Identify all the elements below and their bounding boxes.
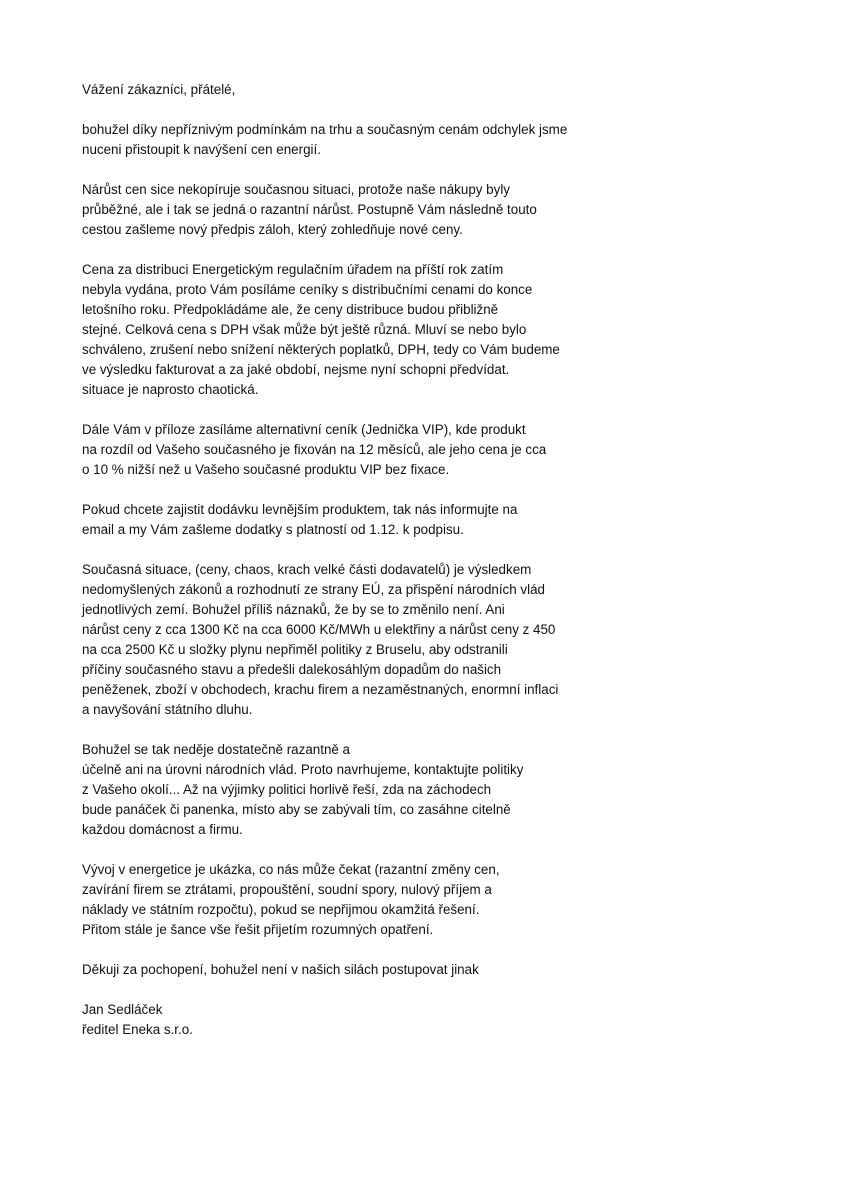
- signature-name: Jan Sedláček: [82, 1002, 163, 1017]
- text-line: nedomyšlených zákonů a rozhodnutí ze strany EÚ, za přispění národních vlád: [82, 582, 545, 597]
- text-line: na cca 2500 Kč u složky plynu nepřiměl politiky z Bruselu, aby odstranili: [82, 642, 508, 657]
- signature-title: ředitel Eneka s.r.o.: [82, 1022, 193, 1037]
- text-line: schváleno, zrušení nebo snížení některých poplatků, DPH, tedy co Vám budeme: [82, 342, 560, 357]
- text-line: nebyla vydána, proto Vám posíláme ceníky s distribučními cenami do konce: [82, 282, 533, 297]
- text-line: situace je naprosto chaotická.: [82, 382, 259, 397]
- text-line: bude panáček či panenka, místo aby se zabývali tím, co zasáhne citelně: [82, 802, 511, 817]
- text-line: peněženek, zboží v obchodech, krachu firem a nezaměstnaných, enormní inflaci: [82, 682, 559, 697]
- text-line: email a my Vám zašleme dodatky s platností od 1.12. k podpisu.: [82, 522, 464, 537]
- text-line: jednotlivých zemí. Bohužel příliš náznaků, že by se to změnilo není. Ani: [82, 602, 505, 617]
- text-line: Současná situace, (ceny, chaos, krach velké části dodavatelů) je výsledkem: [82, 562, 532, 577]
- greeting-line: Vážení zákazníci, přátelé,: [82, 82, 236, 97]
- text-line: a navyšování státního dluhu.: [82, 702, 253, 717]
- text-line: Cena za distribuci Energetickým regulačním úřadem na příští rok zatím: [82, 262, 504, 277]
- paragraph-distribution: [82, 260, 782, 400]
- text-line: ve výsledku fakturovat a za jaké období, nejsme nyní schopni předvídat.: [82, 362, 510, 377]
- text-line: každou domácnost a firmu.: [82, 822, 243, 837]
- paragraph-cheaper-product: [82, 500, 782, 540]
- text-line: na rozdíl od Vašeho současného je fixován na 12 měsíců, ale jeho cena je cca: [82, 442, 547, 457]
- text-line: průběžné, ale i tak se jedná o razantní nárůst. Postupně Vám následně touto: [82, 202, 537, 217]
- text-line: stejné. Celková cena s DPH však může být ještě různá. Mluví se nebo bylo: [82, 322, 527, 337]
- text-line: Přitom stále je šance vše řešit přijetím rozumných opatření.: [82, 922, 434, 937]
- text-line: letošního roku. Předpokládáme ale, že ceny distribuce budou přibližně: [82, 302, 499, 317]
- text-line: Nárůst cen sice nekopíruje současnou situaci, protože naše nákupy byly: [82, 182, 510, 197]
- text-line: Bohužel se tak neděje dostatečně razantně a: [82, 742, 351, 757]
- paragraph-thanks: [82, 960, 782, 980]
- paragraph-energy-outlook: [82, 860, 782, 940]
- text-line: Dále Vám v příloze zasíláme alternativní ceník (Jednička VIP), kde produkt: [82, 422, 526, 437]
- text-line: Vývoj v energetice je ukázka, co nás může čekat (razantní změny cen,: [82, 862, 500, 877]
- text-line: nárůst ceny z cca 1300 Kč na cca 6000 Kč/MWh u elektřiny a nárůst ceny z 450: [82, 622, 556, 637]
- paragraph-purchases: [82, 180, 782, 240]
- text-line: bohužel díky nepříznivým podmínkám na trhu a současným cenám odchylek jsme: [82, 122, 568, 137]
- text-line: o 10 % nižší než u Vašeho současné produktu VIP bez fixace.: [82, 462, 450, 477]
- text-line: náklady ve státním rozpočtu), pokud se nepřijmou okamžitá řešení.: [82, 902, 480, 917]
- text-line: účelně ani na úrovni národních vlád. Proto navrhujeme, kontaktujte politiky: [82, 762, 524, 777]
- greeting: [82, 80, 782, 100]
- letter-body: [82, 80, 782, 1040]
- text-line: Pokud chcete zajistit dodávku levnějším produktem, tak nás informujte na: [82, 502, 518, 517]
- signature-block: [82, 1000, 782, 1040]
- text-line: příčiny současného stavu a předešli dalekosáhlým dopadům do našich: [82, 662, 502, 677]
- paragraph-price-increase: [82, 120, 782, 160]
- paragraph-politicians: [82, 740, 782, 840]
- paragraph-alternative-pricing: [82, 420, 782, 480]
- text-line: nuceni přistoupit k navýšení cen energií.: [82, 142, 321, 157]
- text-line: z Vašeho okolí... Až na výjimky politici horlivě řeší, zda na záchodech: [82, 782, 492, 797]
- text-line: Děkuji za pochopení, bohužel není v našich silách postupovat jinak: [82, 962, 479, 977]
- text-line: zavírání firem se ztrátami, propouštění, soudní spory, nulový příjem a: [82, 882, 492, 897]
- paragraph-current-situation: [82, 560, 782, 720]
- text-line: cestou zašleme nový předpis záloh, který zohledňuje nové ceny.: [82, 222, 463, 237]
